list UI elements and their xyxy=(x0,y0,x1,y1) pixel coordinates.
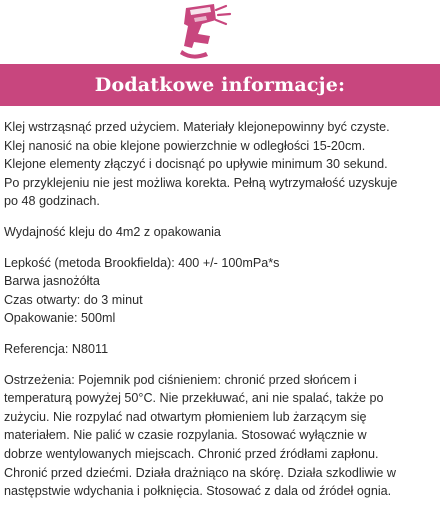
open-time-spec: Czas otwarty: do 3 minut xyxy=(4,292,143,307)
text-line: Klej nanosić na obie klejone powierzchnie w odległości 15-20cm. xyxy=(4,138,366,153)
reference-info xyxy=(4,340,436,359)
text-line: zużyciu. Nie rozpylać nad otwartym płomieniem lub żarzącym się xyxy=(4,409,367,424)
viscosity-spec: Lepkość (metoda Brookfielda): 400 +/- 100mPa*s xyxy=(4,255,280,270)
text-line: Wydajność kleju do 4m2 z opakowania xyxy=(4,224,221,239)
product-specs xyxy=(4,254,436,328)
text-line: Chronić przed dziećmi. Działa drażniąco na skórę. Działa szkodliwie w xyxy=(4,465,396,480)
text-line: Klejone elementy złączyć i docisnąć po upływie minimum 30 sekund. xyxy=(4,157,388,172)
warnings xyxy=(4,371,436,501)
text-line: materiałem. Nie palić w czasie rozpylania. Stosować wyłącznie w xyxy=(4,428,367,443)
product-description xyxy=(4,118,436,513)
coverage-info xyxy=(4,223,436,242)
package-spec: Opakowanie: 500ml xyxy=(4,311,116,326)
text-line: Po przyklejeniu nie jest możliwa korekta. Pełną wytrzymałość uzyskuje xyxy=(4,175,398,190)
text-line: temperaturą powyżej 50°C. Nie przekłuwać, ani nie spalać, także po xyxy=(4,391,384,406)
text-line: dobrze wentylowanych miejscach. Chronić przed źródłami zapłonu. xyxy=(4,446,379,461)
text-line: po 48 godzinach. xyxy=(4,194,100,209)
usage-instructions xyxy=(4,118,436,211)
spray-gun-logo xyxy=(172,0,238,62)
text-line: następstwie wdychania i połknięcia. Stosować z dala od źródeł ognia. xyxy=(4,484,392,499)
page-title: Dodatkowe informacje: xyxy=(94,74,346,96)
text-line: Klej wstrząsnąć przed użyciem. Materiały klejonepowinny być czyste. xyxy=(4,120,390,134)
text-line: Ostrzeżenia: Pojemnik pod ciśnieniem: chronić przed słońcem i xyxy=(4,372,357,387)
reference-number: Referencja: N8011 xyxy=(4,341,109,356)
color-spec: Barwa jasnożółta xyxy=(4,274,100,289)
info-header-banner xyxy=(0,64,440,106)
